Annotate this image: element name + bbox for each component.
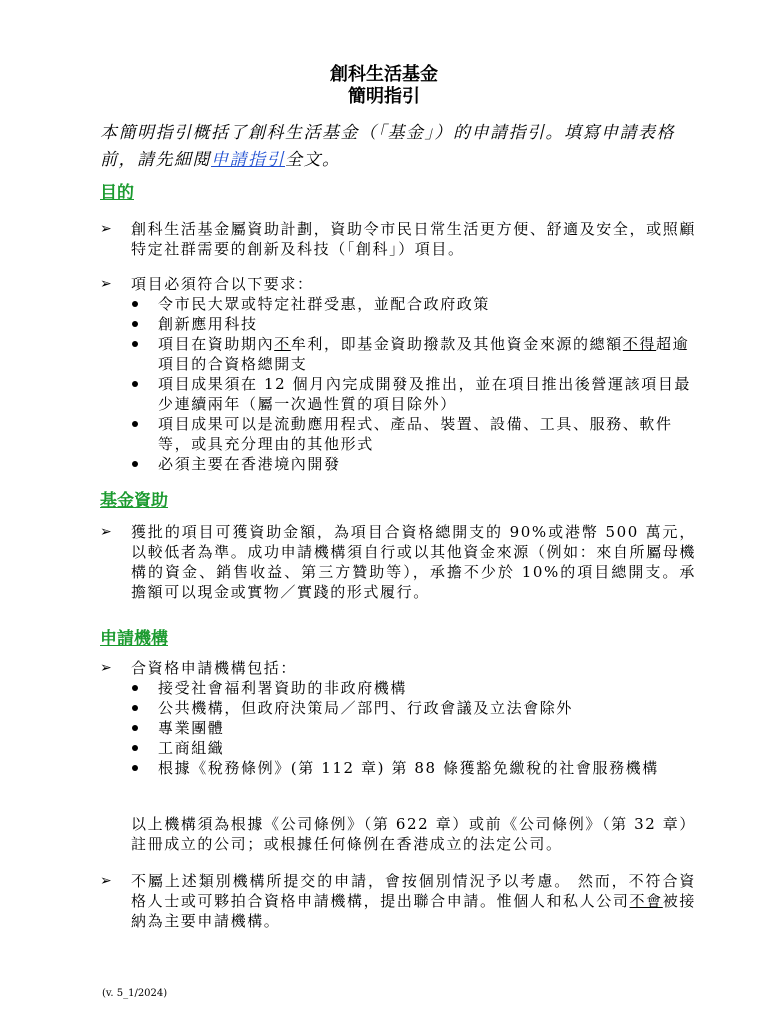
- bullet-text: 令市民大眾或特定社群受惠，並配合政府政策: [158, 295, 491, 313]
- bullet-text: 創新應用科技: [158, 315, 258, 333]
- bullet-dot-icon: [132, 301, 138, 307]
- bullet-dot-icon: [132, 321, 138, 327]
- bullet-item: [132, 374, 696, 414]
- applicants-list: [132, 678, 696, 778]
- bullet-item: [132, 294, 696, 314]
- list-item-text: 獲批的項目可獲資助金額，為項目合資格總開支的 90%或港幣 500 萬元，以較低者為準。成功申請機構須自行或以其他資金來源（例如：來自所屬母機構的資金、銷售收益、第三方贊助等），承擔不少於 10%的項目總開支。承擔額可以現金或實物／實踐的形式履行。: [131, 523, 696, 601]
- document-subtitle: 簡明指引: [348, 86, 420, 107]
- bullet-item: [132, 334, 696, 374]
- bullet-text: 項目成果可以是流動應用程式、產品、裝置、設備、工具、服務、軟件等，或具充分理由的其他形式: [158, 415, 673, 453]
- bullet-item: [132, 698, 696, 718]
- bullet-dot-icon: [132, 421, 138, 427]
- bullet-dot-icon: [132, 461, 138, 467]
- list-item-text: [131, 871, 696, 931]
- arrow-bullet-icon: ➢: [100, 276, 114, 292]
- bullet-dot-icon: [132, 745, 138, 751]
- list-item-text: 合資格申請機構包括：: [131, 659, 298, 677]
- bullet-dot-icon: [132, 685, 138, 691]
- bullet-dot-icon: [132, 341, 138, 347]
- list-item: [100, 219, 696, 259]
- list-item: [100, 522, 696, 602]
- intro-text-end: 全文。: [285, 150, 341, 170]
- bullet-item: [132, 454, 696, 474]
- list-item-text: 項目必須符合以下要求：: [131, 275, 314, 293]
- arrow-bullet-icon: ➢: [100, 524, 114, 540]
- intro-text: 本簡明指引概括了創科生活基金（「基金」）的申請指引。填寫申請表格前，請先細閱: [100, 123, 675, 170]
- bullet-item: [132, 314, 696, 334]
- list-item-text-part: 被接納為主要申請機構。: [131, 892, 696, 930]
- bullet-dot-icon: [132, 765, 138, 771]
- bullet-item: [132, 678, 696, 698]
- bullet-text: 根據《稅務條例》(第 112 章) 第 88 條獲豁免繳稅的社會服務機構: [158, 759, 659, 777]
- bullet-text: 超逾項目的合資格總開支: [158, 335, 690, 373]
- arrow-bullet-icon: ➢: [100, 660, 114, 676]
- section-heading-purpose: 目的: [100, 183, 134, 203]
- guide-link[interactable]: 申請指引: [211, 150, 285, 170]
- bullet-dot-icon: [132, 725, 138, 731]
- list-item: [100, 658, 696, 678]
- bullet-item: [132, 718, 696, 738]
- bullet-item: [132, 738, 696, 758]
- bullet-dot-icon: [132, 381, 138, 387]
- bullet-text-underlined: 不: [274, 335, 291, 353]
- bullet-text-underlined: 不得: [622, 335, 657, 353]
- version-footer: (v. 5_1/2024): [102, 988, 168, 999]
- list-item: [100, 871, 696, 931]
- list-item-text-underlined: 不會: [629, 892, 663, 910]
- bullet-text: 牟利，即基金資助撥款及其他資金來源的總額: [290, 335, 623, 353]
- bullet-text: 工商組織: [158, 739, 225, 757]
- bullet-text: 接受社會福利署資助的非政府機構: [158, 679, 408, 697]
- bullet-dot-icon: [132, 705, 138, 711]
- section-heading-applicants: 申請機構: [100, 629, 168, 649]
- document-title: 創科生活基金: [330, 64, 438, 85]
- arrow-bullet-icon: ➢: [100, 873, 114, 889]
- applicants-note: 以上機構須為根據《公司條例》（第 622 章）或前《公司條例》（第 32 章）註冊成立的公司；或根據任何條例在香港成立的法定公司。: [131, 815, 696, 853]
- intro-paragraph: [100, 120, 700, 174]
- list-item: [100, 274, 696, 294]
- bullet-text: 專業團體: [158, 719, 225, 737]
- section-heading-funding: 基金資助: [100, 491, 168, 511]
- arrow-bullet-icon: ➢: [100, 221, 114, 237]
- bullet-item: [132, 414, 696, 454]
- bullet-text: 項目成果須在 12 個月內完成開發及推出，並在項目推出後營運該項目最少連續兩年（屬一次過性質的項目除外）: [158, 375, 692, 413]
- list-item-text-part: 不屬上述類別機構所提交的申請，會按個別情況予以考慮。 然而，不符合資格人士或可夥拍合資格申請機構，提出聯合申請。惟個人和私人公司: [131, 872, 696, 910]
- bullet-text: 項目在資助期內: [158, 335, 275, 353]
- list-item-text: 創科生活基金屬資助計劃，資助令市民日常生活更方便、舒適及安全，或照顧特定社群需要的創新及科技（「創科」）項目。: [131, 220, 696, 258]
- requirements-list: [132, 294, 696, 474]
- bullet-item: [132, 758, 696, 778]
- bullet-text: 必須主要在香港境內開發: [158, 455, 341, 473]
- bullet-text: 公共機構，但政府決策局／部門、行政會議及立法會除外: [158, 699, 574, 717]
